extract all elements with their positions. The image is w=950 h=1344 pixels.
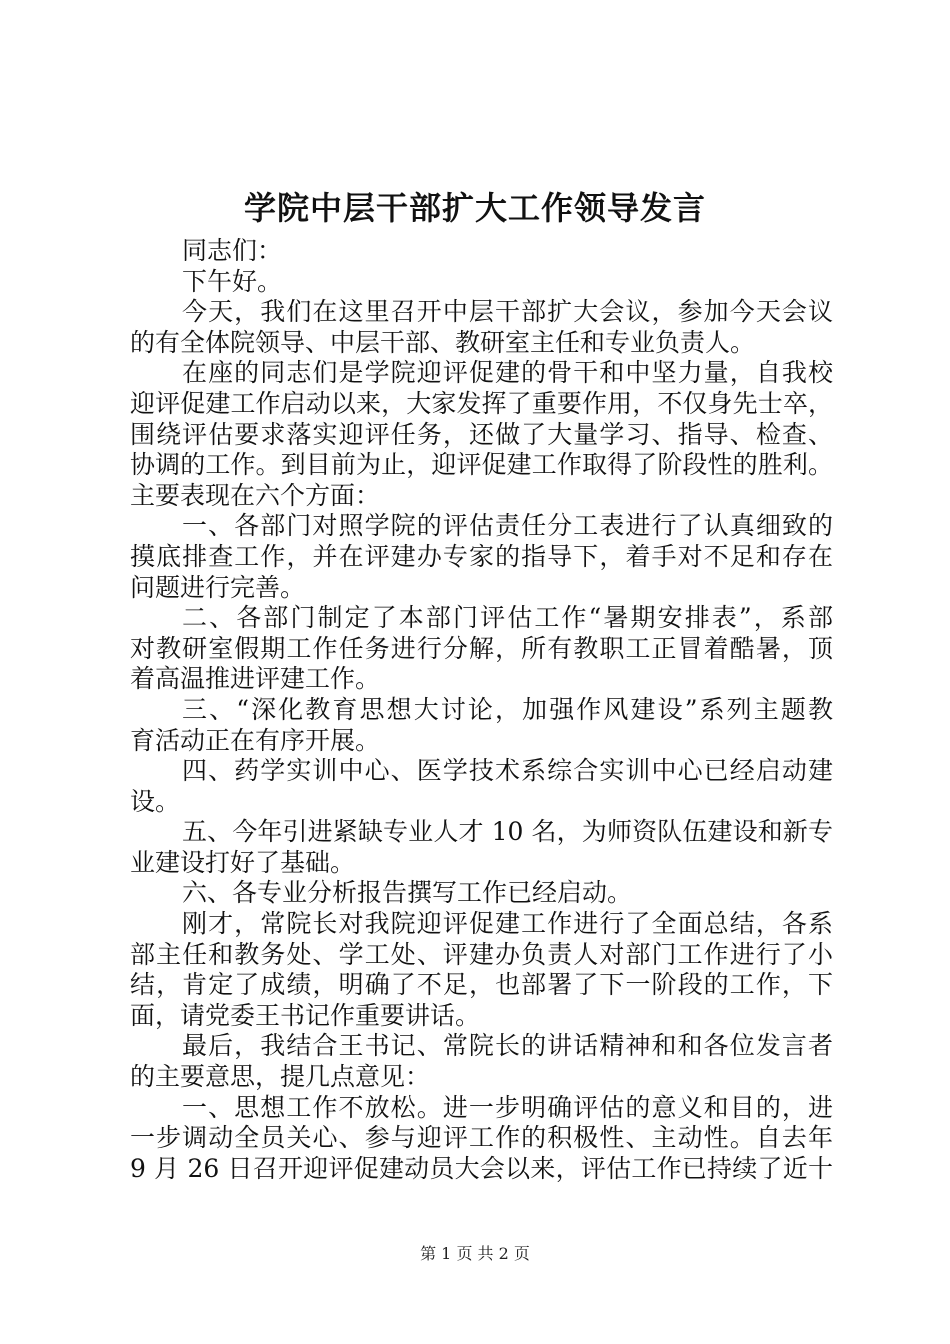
body-line: 设。 (130, 786, 181, 816)
body-line: 刚才，常院长对我院迎评促建工作进行了全面总结，各系 (182, 909, 833, 939)
body-line: 业建设打好了基础。 (130, 847, 356, 877)
body-line: 部主任和教务处、学工处、评建办负责人对部门工作进行了小 (130, 939, 833, 969)
document-body (130, 236, 833, 1184)
body-line: 同志们： (182, 236, 283, 265)
body-line: 面，请党委王书记作重要讲话。 (130, 1000, 481, 1030)
document-title: 学院中层干部扩大工作领导发言 (243, 189, 706, 227)
body-line: 四、药学实训中心、医学技术系综合实训中心已经启动建 (182, 756, 833, 786)
body-line: 摸底排查工作，并在评建办专家的指导下，着手对不足和存在 (130, 541, 833, 571)
body-line: 围绕评估要求落实迎评任务，还做了大量学习、指导、检查、 (130, 419, 833, 449)
body-line: 在座的同志们是学院迎评促建的骨干和中坚力量，自我校 (182, 358, 833, 388)
body-line: 今天，我们在这里召开中层干部扩大会议，参加今天会议 (182, 297, 833, 327)
body-line: 二、各部门制定了本部门评估工作“暑期安排表”，系部 (182, 603, 833, 633)
page-footer: 第 1 页 共 2 页 (420, 1244, 530, 1263)
body-line: 的有全体院领导、中层干部、教研室主任和专业负责人。 (130, 327, 756, 357)
body-line: 育活动正在有序开展。 (130, 725, 381, 755)
body-line: 下午好。 (182, 266, 283, 296)
body-line: 一、各部门对照学院的评估责任分工表进行了认真细致的 (182, 511, 833, 541)
body-line: 六、各专业分析报告撰写工作已经启动。 (182, 878, 633, 908)
body-line: 9 月 26 日召开迎评促建动员大会以来，评估工作已持续了近十 (130, 1153, 833, 1183)
body-line: 协调的工作。到目前为止，迎评促建工作取得了阶段性的胜利。 (130, 450, 833, 480)
body-line: 着高温推进评建工作。 (130, 664, 381, 694)
body-line: 问题进行完善。 (130, 572, 306, 602)
body-line: 一、思想工作不放松。进一步明确评估的意义和目的，进 (182, 1092, 833, 1122)
body-line: 三、“深化教育思想大讨论，加强作风建设”系列主题教 (182, 694, 833, 724)
body-line: 主要表现在六个方面： (130, 480, 381, 510)
body-line: 五、今年引进紧缺专业人才 10 名，为师资队伍建设和新专 (182, 817, 833, 847)
body-line: 的主要意思，提几点意见： (130, 1062, 431, 1092)
body-line: 迎评促建工作启动以来，大家发挥了重要作用，不仅身先士卒， (130, 388, 833, 418)
body-line: 结，肯定了成绩，明确了不足，也部署了下一阶段的工作，下 (130, 970, 833, 1000)
body-line: 对教研室假期工作任务进行分解，所有教职工正冒着酷暑，顶 (130, 633, 833, 663)
body-line: 最后，我结合王书记、常院长的讲话精神和和各位发言者 (182, 1031, 833, 1061)
body-line: 一步调动全员关心、参与迎评工作的积极性、主动性。自去年 (130, 1123, 833, 1153)
